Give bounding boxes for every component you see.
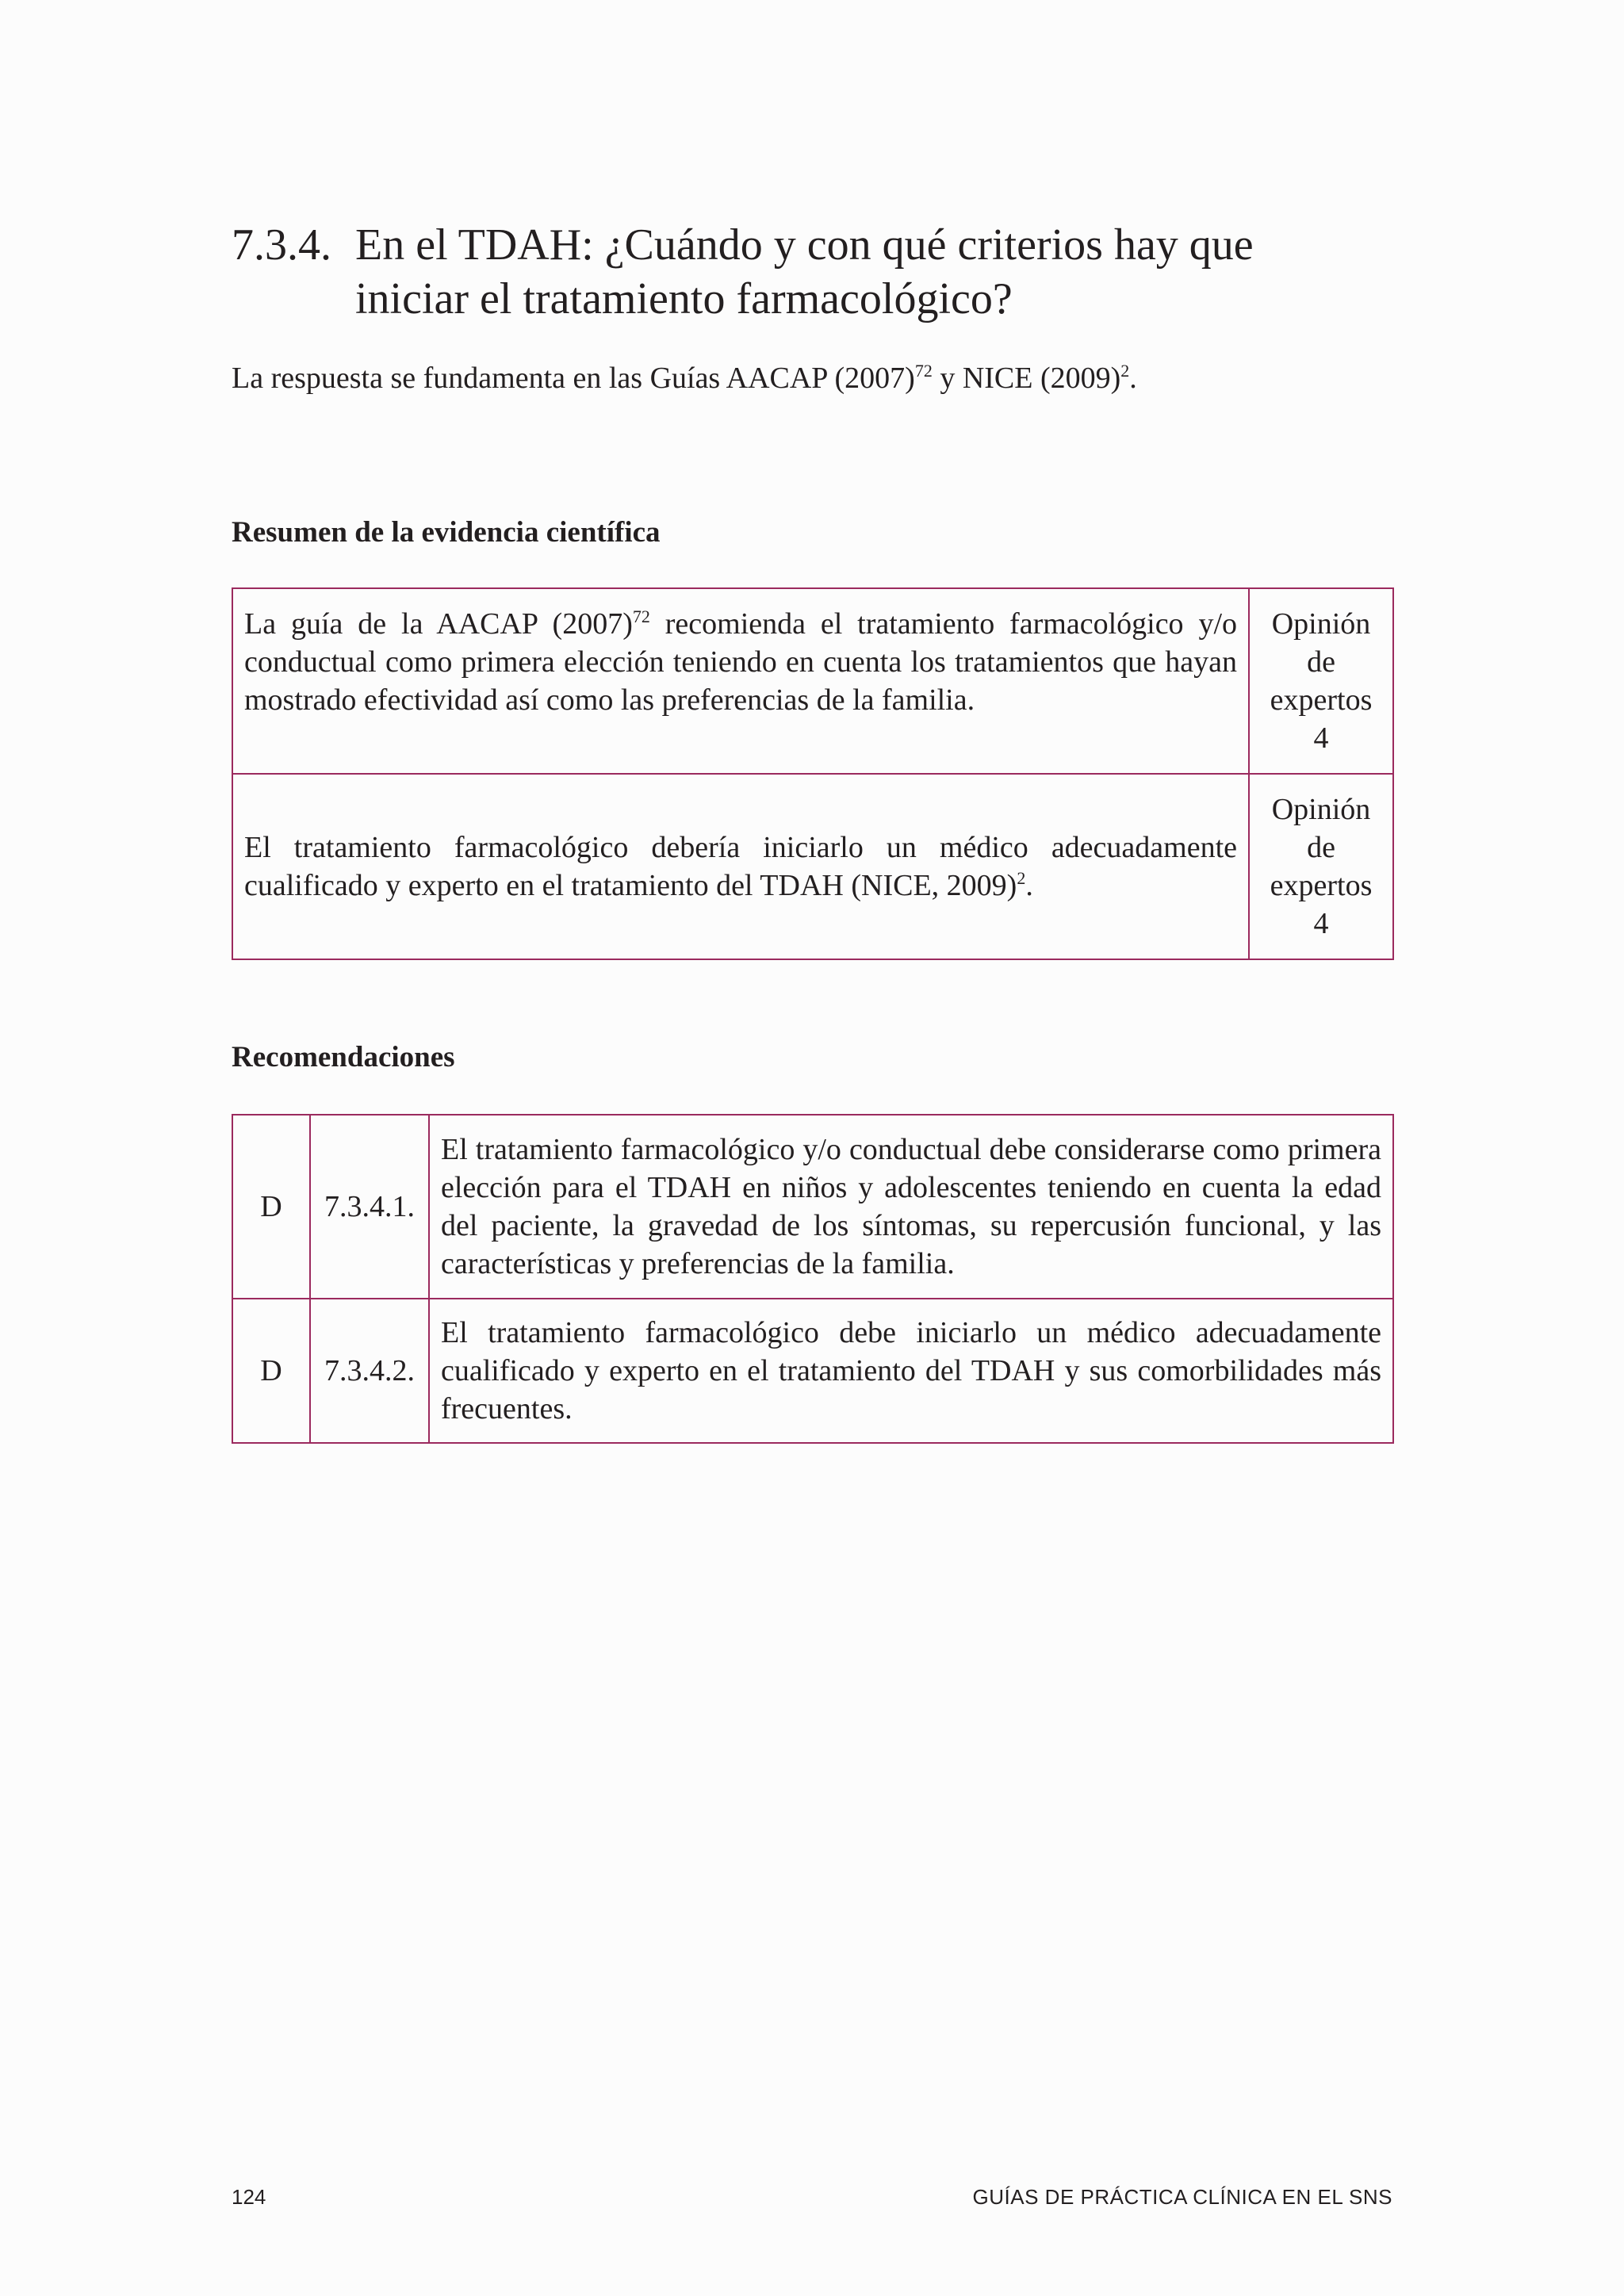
recommendation-row (232, 1115, 1393, 1299)
recommendation-text: El tratamiento farmacológico y/o conductual debe considerarse como primera elección para el TDAH en niños y adolescentes teniendo en cuenta la edad del paciente, la gravedad de los síntomas, su repercusión funcional, y las características y preferencias de la familia. (429, 1115, 1393, 1299)
recommendation-code: 7.3.4.1. (310, 1115, 429, 1299)
section-heading (232, 218, 1405, 326)
recommendation-grade: D (232, 1115, 310, 1299)
evidence-level (1249, 588, 1393, 774)
evidence-text-part: La guía de la AACAP (2007) (244, 607, 633, 641)
page-number: 124 (232, 2185, 266, 2209)
evidence-text-part: . (1025, 869, 1033, 902)
evidence-level-line: expertos (1270, 869, 1373, 902)
recommendation-grade: D (232, 1299, 310, 1443)
recommendations-table (232, 1114, 1394, 1444)
evidence-row (232, 588, 1393, 774)
footer-series-title: GUÍAS DE PRÁCTICA CLÍNICA EN EL SNS (972, 2185, 1392, 2209)
evidence-text-part: recomienda el tratamiento farmacológico y/o conductual como primera elección teniendo en cuenta los tratamientos que hayan mostrado efectividad así como las preferencias de la familia. (244, 607, 1238, 717)
evidence-table (232, 587, 1394, 960)
evidence-summary-title: Resumen de la evidencia científica (232, 516, 661, 549)
evidence-level-line: de (1307, 831, 1335, 864)
intro-paragraph (232, 358, 1405, 398)
section-heading-line-1: En el TDAH: ¿Cuándo y con qué criterios hay que (355, 220, 1254, 270)
reference-superscript: 2 (1120, 361, 1130, 381)
recommendations-title: Recomendaciones (232, 1041, 455, 1073)
evidence-level-line: 4 (1313, 907, 1329, 940)
evidence-level-line: Opinión (1271, 607, 1371, 641)
intro-text: y NICE (2009) (932, 362, 1121, 395)
intro-text: . (1129, 362, 1137, 395)
evidence-row (232, 774, 1393, 959)
evidence-text (232, 588, 1249, 774)
evidence-level-line: de (1307, 645, 1335, 679)
section-heading-line-2: iniciar el tratamiento farmacológico? (355, 274, 1013, 323)
evidence-level-line: Opinión (1271, 793, 1371, 826)
evidence-level (1249, 774, 1393, 959)
reference-superscript: 72 (632, 607, 650, 626)
section-number: 7.3.4. (232, 220, 331, 270)
evidence-level-line: 4 (1313, 721, 1329, 755)
evidence-text-part: El tratamiento farmacológico debería iniciarlo un médico adecuadamente cualificado y experto en el tratamiento del TDAH (NICE, 2009) (244, 831, 1237, 902)
reference-superscript: 72 (914, 361, 933, 381)
reference-superscript: 2 (1017, 868, 1026, 888)
intro-text: La respuesta se fundamenta en las Guías AACAP (2007) (232, 362, 915, 395)
evidence-text (232, 774, 1249, 959)
recommendation-code: 7.3.4.2. (310, 1299, 429, 1443)
recommendation-text: El tratamiento farmacológico debe iniciarlo un médico adecuadamente cualificado y experto en el tratamiento del TDAH y sus comorbilidades más frecuentes. (429, 1299, 1393, 1443)
evidence-level-line: expertos (1270, 683, 1373, 717)
recommendation-row (232, 1299, 1393, 1443)
